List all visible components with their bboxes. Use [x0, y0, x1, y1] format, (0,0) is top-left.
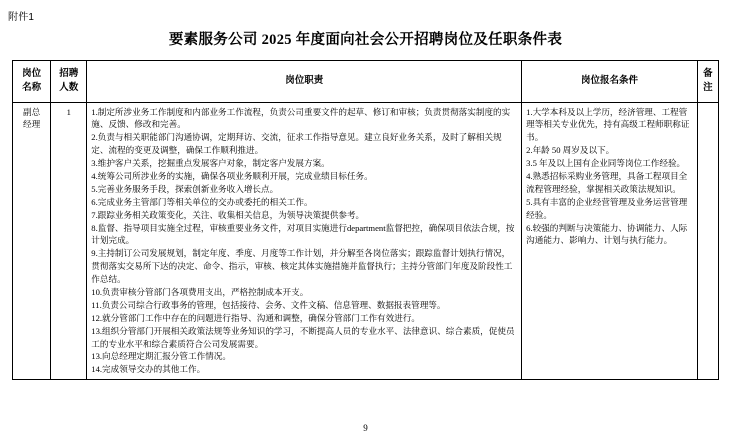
- condition-line: 2.年龄 50 周岁及以下。: [526, 145, 615, 156]
- cell-duties: [87, 102, 522, 380]
- condition-line: 4.熟悉招标采购业务管理，具备工程项目全流程管理经验，掌握相关政策法规知识。: [526, 170, 688, 194]
- column-header-remark: [697, 61, 718, 103]
- duty-line: 9.主持制订公司发展规划，制定年度、季度、月度等工作计划，并分解至各岗位落实；跟踪监督计划执行情况，贯彻落实交易所下达的决定、命令、指示，审核、核定其体实施措施并监督执行；主持分管部门年度及阶段性工作总结。: [91, 248, 513, 285]
- column-header-post-name-line2: 名称: [22, 83, 42, 94]
- condition-line: 3.5 年及以上国有企业同等岗位工作经验。: [526, 158, 686, 169]
- table-row: [13, 102, 719, 380]
- column-header-recruit-count-line1: 招聘: [59, 69, 79, 79]
- cell-post-name: [13, 102, 51, 380]
- page-number: 9: [363, 423, 368, 433]
- column-header-remark-line2: 注: [703, 83, 713, 94]
- column-header-conditions: 岗位报名条件: [522, 61, 698, 103]
- duty-line: 7.跟踪业务相关政策变化，关注、收集相关信息，为领导决策提供参考。: [91, 209, 365, 220]
- column-header-recruit-count-line2: 人数: [59, 83, 79, 94]
- column-header-recruit-count: [51, 61, 87, 103]
- duty-line: 13.向总经理定期汇报分管工作情况。: [91, 351, 231, 362]
- attachment-label: 附件1: [8, 12, 35, 23]
- cell-remark: [697, 102, 718, 380]
- duty-line: 5.完善业务服务手段，探索创新业务收入增长点。: [91, 183, 279, 194]
- column-header-post-name-line1: 岗位: [22, 69, 42, 79]
- duty-line: 1.制定所涉业务工作制度和内部业务工作流程，负责公司重要文件的起草、修订和审核；负责贯彻落实制度的实施、反馈、修改和完善。: [91, 106, 511, 130]
- column-header-post-name: [13, 61, 51, 103]
- duty-line: 12.就分管部门工作中存在的问题进行指导、沟通和调整，确保分管部门工作有效进行。: [91, 312, 421, 323]
- duty-line: 14.完成领导交办的其他工作。: [91, 364, 206, 375]
- post-name-line2: 经理: [22, 119, 41, 130]
- duty-line: 6.完成业务主管部门等相关单位的交办或委托的相关工作。: [91, 196, 313, 207]
- duty-line: 4.统筹公司所涉业务的实施，确保各项业务顺利开展，完成业绩目标任务。: [91, 170, 373, 181]
- condition-line: 5.具有丰富的企业经营管理及业务运营管理经验。: [526, 196, 688, 220]
- column-header-remark-line1: 备: [703, 69, 713, 79]
- duty-line: 3.维护客户关系，挖掘重点发展客户对象，制定客户发展方案。: [91, 158, 330, 169]
- duty-line: 13.组织分管部门开展相关政策法规等业务知识的学习，不断提高人员的专业水平、法律意识、综合素质，促使员工的专业水平和综合素质符合公司发展需要。: [91, 325, 515, 349]
- duty-line: 10.负责审核分管部门各项费用支出，严格控制成本开支。: [91, 286, 309, 297]
- column-header-duties: 岗位职责: [87, 61, 522, 103]
- condition-line: 1.大学本科及以上学历，经济管理、工程管理等相关专业优先，持有高级工程师职称证书。: [526, 106, 690, 143]
- recruitment-table: [12, 60, 719, 380]
- cell-conditions: [522, 102, 698, 380]
- condition-line: 6.较强的判断与决策能力、协调能力、人际沟通能力、影响力、计划与执行能力。: [526, 222, 688, 246]
- cell-recruit-count: 1: [51, 102, 87, 380]
- duty-line: 11.负责公司综合行政事务的管理，包括接待、会务、文件文稿、信息管理、数据报表管理等。: [91, 299, 446, 310]
- duty-line: 2.负责与相关职能部门沟通协调，定期拜访、交流，征求工作指导意见。建立良好业务关系，及时了解相关规定、流程的变更及调整，确保工作顺利推进。: [91, 132, 502, 156]
- duty-line: 8.监督、指导项目实施全过程，审核重要业务文件，对项目实施进行department监督把控，确保项目依法合规，按计划完成。: [91, 222, 515, 246]
- post-name-line1: 副总: [22, 106, 41, 117]
- table-header-row: [13, 61, 719, 103]
- page-title: 要素服务公司 2025 年度面向社会公开招聘岗位及任职条件表: [168, 32, 563, 48]
